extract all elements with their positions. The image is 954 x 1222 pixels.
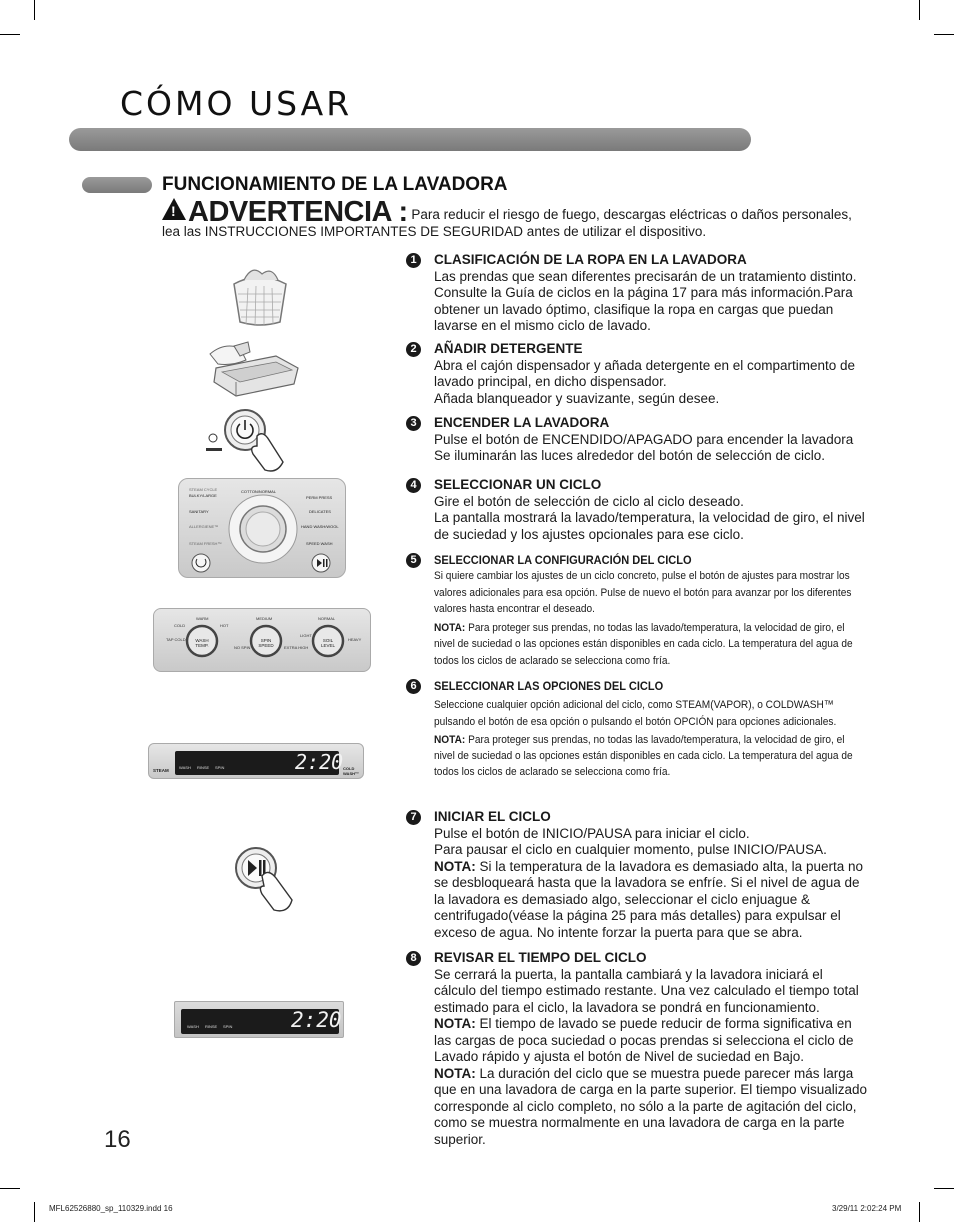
cycle-label: HAND WASH/WOOL xyxy=(301,524,339,529)
temp-label: HOT xyxy=(220,623,229,628)
cycle-label: SANITARY xyxy=(189,509,209,514)
note-text: Si la temperatura de la lavadora es demasiado alta, la puerta no se desbloqueará hasta que la lavadora se enfríe. Si el nivel de agua de la lavadora es demasiado algo, seleccionar el ciclo enjuague & centrifugado(véase la página 25 para más detalles) para expulsar el exceso de agua. No intente forzar la puerta para que se abra. xyxy=(434,858,863,940)
step-note xyxy=(434,1066,868,1149)
step-title: REVISAR EL TIEMPO DEL CICLO xyxy=(434,950,647,965)
warning-icon xyxy=(162,198,186,220)
step-text: Pulse el botón de ENCENDIDO/APAGADO para encender la lavadora Se iluminarán las luces alrededor del botón de selección de ciclo. xyxy=(434,431,854,463)
cycle-label: SPEED WASH xyxy=(306,541,333,546)
display-time: 2:20 xyxy=(295,750,344,774)
step-text: Gire el botón de selección de ciclo al ciclo deseado. xyxy=(434,493,744,509)
temp-label: TAP COLD xyxy=(166,637,186,642)
soil-label: LIGHT xyxy=(300,633,312,638)
crop-mark xyxy=(934,1188,954,1189)
header-bar xyxy=(69,128,751,151)
step-note xyxy=(434,859,868,942)
section-title: FUNCIONAMIENTO DE LA LAVADORA xyxy=(162,174,508,195)
note-text: Para proteger sus prendas, no todas las lavado/temperatura, la velocidad de giro, el nivel de suciedad o las opciones están disponibles en cada ciclo. La temperatura del agua de todos los ciclos de aclarado se selecciona como fría. xyxy=(434,622,853,667)
page-number: 16 xyxy=(104,1126,131,1153)
step-text: Pulse el botón de INICIO/PAUSA para iniciar el ciclo. xyxy=(434,825,750,841)
crop-mark xyxy=(919,1202,920,1222)
warning-text: Para reducir el riesgo de fuego, descargas eléctricas o daños personales, lea las INSTRUCCIONES IMPORTANTES DE SEGURIDAD antes de utilizar el dispositivo. xyxy=(162,207,852,239)
lcd-display xyxy=(181,1008,342,1034)
note-text: La duración del ciclo que se muestra puede parecer más larga que en una lavadora de carga en la parte superior. El tiempo visualizado corresponde al ciclo completo, no sólo a la parte de agitación del ciclo, como se muestra normalmente en una lavadora de carga en la parte superior. xyxy=(434,1065,868,1147)
step-number: 7 xyxy=(406,810,421,825)
cycle-label: COTTON/NORMAL xyxy=(241,489,277,494)
crop-mark xyxy=(934,34,954,35)
display-word: WASH xyxy=(179,765,191,770)
coldwash-label: COLD WASH™ xyxy=(343,766,359,776)
soil-label: HEAVY xyxy=(348,637,362,642)
step-title: INICIAR EL CICLO xyxy=(434,809,551,824)
step-note xyxy=(434,1016,868,1066)
spin-label: MEDIUM xyxy=(256,616,273,621)
step-number: 4 xyxy=(406,478,421,493)
cycle-label: DELICATES xyxy=(309,509,331,514)
note-label: NOTA: xyxy=(434,733,466,746)
section-bar xyxy=(82,177,152,193)
cycle-selector-panel xyxy=(178,478,346,578)
options-knob-panel xyxy=(153,608,371,672)
step-title: ENCENDER LA LAVADORA xyxy=(434,415,610,430)
footer-file: MFL62526880_sp_110329.indd 16 xyxy=(49,1204,173,1213)
note-label: NOTA: xyxy=(434,1016,476,1031)
spin-label: EXTRA HIGH xyxy=(284,645,309,650)
cycle-label: STEAM FRESH™ xyxy=(189,541,222,546)
step-5 xyxy=(406,552,868,669)
temp-label: WARM xyxy=(196,616,209,621)
power-button-illustration xyxy=(203,406,291,476)
step-text: Para pausar el ciclo en cualquier momento, pulse INICIO/PAUSA. xyxy=(434,842,827,857)
step-text: Las prendas que sean diferentes precisarán de un tratamiento distinto. Consulte la Guía de ciclos en la página 17 para más información.Para obtener un lavado óptimo, clasifique la ropa en cargas que puedan lavarse en el mismo ciclo de lavado. xyxy=(434,268,857,333)
step-2 xyxy=(406,341,868,407)
step-3 xyxy=(406,415,868,465)
display-panel-time xyxy=(174,1001,344,1038)
step-title: AÑADIR DETERGENTE xyxy=(434,341,583,356)
display-word: RINSE xyxy=(197,765,210,770)
display-time: 2:20 xyxy=(291,1008,342,1032)
lcd-display xyxy=(175,750,344,775)
display-word: WASH xyxy=(187,1024,199,1029)
step-number: 5 xyxy=(406,553,421,568)
warning-block xyxy=(162,198,862,240)
step-8 xyxy=(406,950,868,1148)
step-number: 3 xyxy=(406,416,421,431)
step-number: 6 xyxy=(406,679,421,694)
note-label: NOTA: xyxy=(434,622,466,635)
warning-head: ADVERTENCIA : xyxy=(188,196,408,228)
step-4 xyxy=(406,477,868,543)
step-1 xyxy=(406,252,868,335)
cycle-label: STEAM CYCLE xyxy=(189,487,218,492)
crop-mark xyxy=(34,1202,35,1222)
crop-mark xyxy=(919,0,920,20)
crop-mark xyxy=(34,0,35,20)
crop-mark xyxy=(0,34,20,35)
step-note xyxy=(434,620,866,669)
chapter-title: CÓMO USAR xyxy=(120,84,353,123)
knob-label: SPIN SPEED xyxy=(258,638,274,648)
knob-label: SOIL LEVEL xyxy=(320,638,335,648)
note-text: Para proteger sus prendas, no todas las lavado/temperatura, la velocidad de giro, el nivel de suciedad o las opciones están disponibles en cada ciclo. La temperatura del agua de todos los ciclos de aclarado se selecciona como fría. xyxy=(434,733,853,779)
cycle-label: ALLERGIENE™ xyxy=(189,524,219,529)
temp-label: COLD xyxy=(174,623,186,628)
detergent-drawer-illustration xyxy=(206,338,302,400)
soil-label: NORMAL xyxy=(318,616,336,621)
steam-label: STEAM xyxy=(153,768,169,773)
step-title: SELECCIONAR LAS OPCIONES DEL CICLO xyxy=(434,679,664,693)
step-text: Se cerrará la puerta, la pantalla cambiará y la lavadora iniciará el cálculo del tiempo estimado restante. Una vez calculado el tiempo total estimado para el ciclo, la lavadora se pondrá en funcionamiento. xyxy=(434,966,859,1015)
footer-date: 3/29/11 2:02:24 PM xyxy=(832,1204,902,1213)
step-title: CLASIFICACIÓN DE LA ROPA EN LA LAVADORA xyxy=(434,252,747,267)
cycle-label: BULKY/LARGE xyxy=(189,493,217,498)
note-label: NOTA: xyxy=(434,1065,476,1081)
display-word: SPIN xyxy=(223,1024,233,1029)
step-7 xyxy=(406,809,868,941)
step-text: La pantalla mostrará la lavado/temperatura, la velocidad de giro, el nivel de suciedad y los ajustes opcionales para ese ciclo. xyxy=(434,510,865,542)
start-pause-illustration xyxy=(232,846,302,916)
knob-label: WASH TEMP. xyxy=(195,638,209,648)
spin-label: NO SPIN xyxy=(234,645,251,650)
step-text: Seleccione cualquier opción adicional del ciclo, como STEAM(VAPOR), o COLDWASH™ pulsando el botón de esa opción o pulsando el botón OPCIÓN para opciones adicionales. xyxy=(434,699,837,728)
step-text: Si quiere cambiar los ajustes de un ciclo concreto, pulse el botón de ajustes para mostrar los valores adicionales para esa opción. Pulse de nuevo el botón para avanzar por los diferentes valores hasta encontrar el deseado. xyxy=(434,570,852,615)
laundry-basket-illustration xyxy=(226,262,294,330)
step-title: SELECCIONAR LA CONFIGURACIÓN DEL CICLO xyxy=(434,553,692,567)
step-number: 1 xyxy=(406,253,421,268)
cycle-label: PERM PRESS xyxy=(306,495,333,500)
step-6 xyxy=(406,678,868,781)
step-text: Añada blanqueador y suavizante, según desee. xyxy=(434,390,720,406)
step-number: 2 xyxy=(406,342,421,357)
note-label: NOTA: xyxy=(434,858,476,874)
step-title: SELECCIONAR UN CICLO xyxy=(434,477,602,492)
display-word: RINSE xyxy=(205,1024,218,1029)
step-text: Abra el cajón dispensador y añada detergente en el compartimento de lavado principal, en dicho dispensador. xyxy=(434,357,856,389)
crop-mark xyxy=(0,1188,20,1189)
step-number: 8 xyxy=(406,951,421,966)
display-panel-options xyxy=(148,743,364,779)
step-note xyxy=(434,732,866,781)
note-text: El tiempo de lavado se puede reducir de forma significativa en las cargas de poca suciedad o pocas prendas si selecciona el ciclo de Lavado rápido y ajusta el botón de Nivel de suciedad en Bajo. xyxy=(434,1016,854,1064)
display-word: SPIN xyxy=(215,765,225,770)
